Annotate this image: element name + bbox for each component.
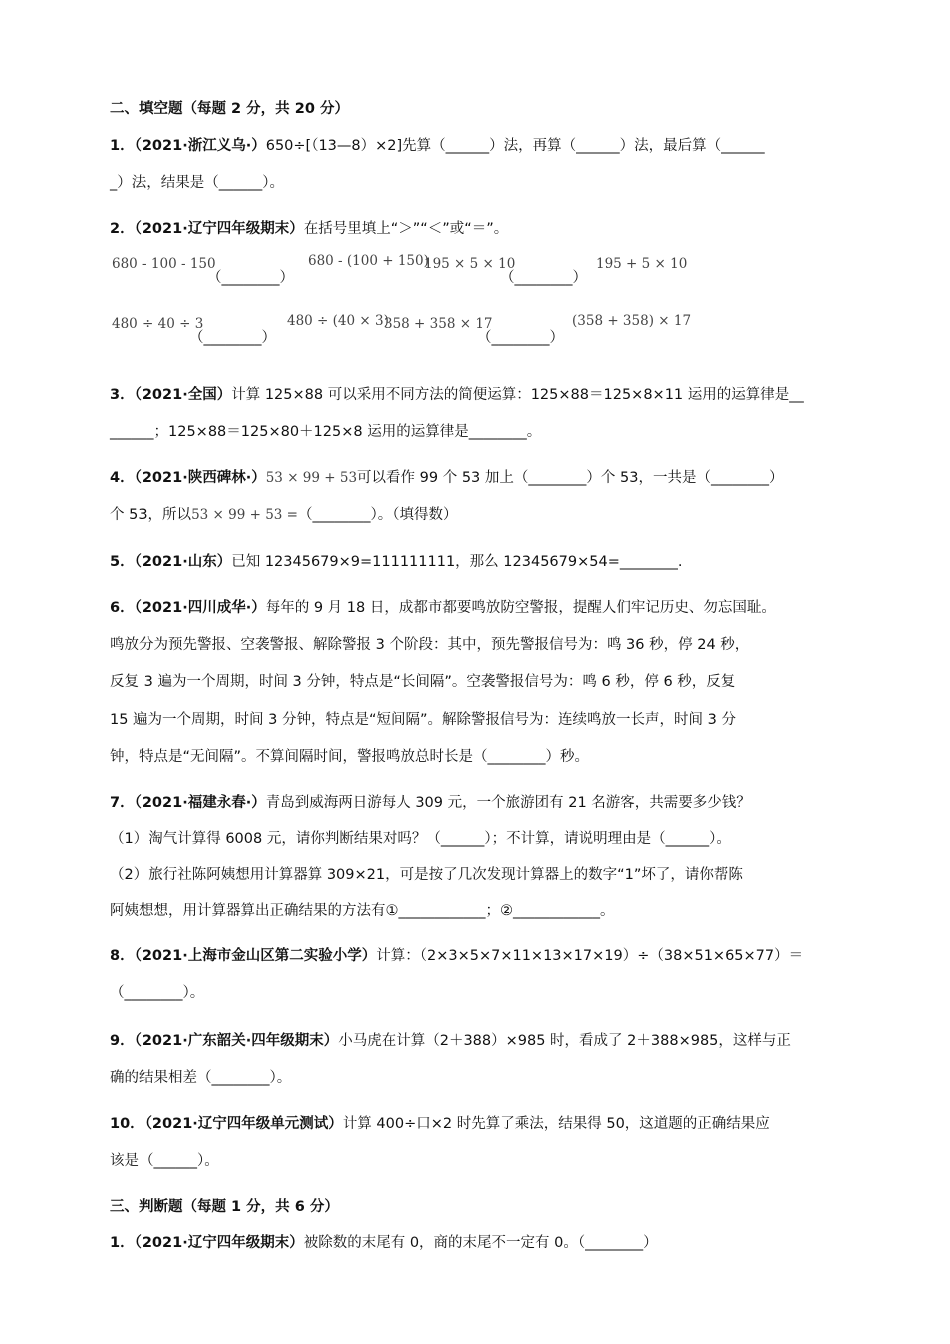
question-7-part-1: （1）淘气计算得 6008 元，请你判断结果对吗？（______）；不计算，请说明理由是（______）。 (110, 831, 731, 847)
question-text: 青岛到威海两日游每人 309 元，一个旅游团有 21 名游客，共需要多少钱？ (265, 795, 751, 811)
question-text: 计算 125×88 可以采用不同方法的简便运算：125×88＝125×8×11 运用的运算律是__ (231, 387, 804, 403)
question-source: （2021·辽宁四年级单元测试） (144, 1116, 343, 1132)
question-1-cont: _）法，结果是（______）。 (110, 175, 284, 191)
section-2-heading: 二、填空题（每题 2 分，共 20 分） (110, 101, 349, 117)
question-source: （2021·陕西碑林·） (134, 470, 266, 486)
question-number: 10． (110, 1116, 145, 1132)
question-6-cont: 鸣放分为预先警报、空袭警报、解除警报 3 个阶段：其中，预先警报信号为：鸣 36 秒，停 24 秒， (110, 637, 750, 653)
question-number: 9． (110, 1033, 135, 1049)
question-6-cont: 钟，特点是“无间隔”。不算间隔时间，警报鸣放总时长是（________）秒。 (110, 749, 590, 765)
question-number: 5． (110, 554, 135, 570)
question-9-cont: 确的结果相差（________）。 (110, 1070, 292, 1086)
expression: 680 - 100 - 150 (112, 256, 216, 272)
question-source: （2021·上海市金山区第二实验小学） (134, 948, 377, 964)
question-10-cont: 该是（______）。 (110, 1153, 219, 1169)
question-9 (110, 1031, 791, 1051)
question-8-cont: （________）。 (110, 985, 205, 1001)
question-number: 1． (110, 1235, 135, 1251)
question-text: 个 53，所以 (110, 507, 192, 523)
expression: 480 ÷ 40 ÷ 3 (112, 316, 204, 332)
question-source: （2021·辽宁四年级期末） (134, 1235, 304, 1251)
section-3-heading: 三、判断题（每题 1 分，共 6 分） (110, 1199, 339, 1215)
question-text: （________）。（填得数） (298, 507, 458, 523)
question-source: （2021·广东韶关·四年级期末） (134, 1033, 339, 1049)
expression: 480 ÷ (40 × 3) (287, 313, 389, 329)
question-text: 计算 400÷口×2 时先算了乘法，结果得 50，这道题的正确结果应 (342, 1116, 770, 1132)
expression: 195 × 5 × 10 (424, 256, 516, 272)
question-source: （2021·浙江义乌·） (134, 138, 266, 154)
question-6-cont: 15 遍为一个周期，时间 3 分钟，特点是“短间隔”。解除警报信号为：连续鸣放一长声，时间 3 分 (110, 712, 736, 728)
math-expression: 53 × 99 + 53 (265, 470, 358, 486)
expression: 195 + 5 × 10 (596, 256, 688, 272)
question-text: 计算：（2×3×5×7×11×13×17×19）÷（38×51×65×77）＝ (376, 948, 804, 964)
question-4-cont (110, 505, 458, 525)
question-7-part-2: （2）旅行社陈阿姨想用计算器算 309×21，可是按了几次发现计算器上的数字“1”坏了，请你帮陈 (110, 867, 743, 883)
question-text: 在括号里填上“＞”“＜”或“＝”。 (303, 221, 509, 237)
question-source: （2021·全国） (134, 387, 232, 403)
question-text: 被除数的末尾有 0，商的末尾不一定有 0。（________） (303, 1235, 658, 1251)
question-number: 4． (110, 470, 135, 486)
question-number: 7． (110, 795, 135, 811)
question-2 (110, 219, 508, 239)
question-source: （2021·福建永春·） (134, 795, 266, 811)
answer-blank[interactable]: （________） (189, 330, 276, 346)
question-6-cont: 反复 3 遍为一个周期，时间 3 分钟，特点是“长间隔”。空袭警报信号为：鸣 6 秒，停 6 秒，反复 (110, 674, 736, 690)
question-text: 650÷[（13—8）×2]先算（______）法，再算（______）法，最后算（______ (265, 138, 765, 154)
expression: 680 - (100 + 150) (308, 253, 429, 269)
question-8 (110, 946, 803, 966)
expression: (358 + 358) × 17 (572, 313, 692, 329)
question-6 (110, 598, 776, 618)
question-source: （2021·辽宁四年级期末） (134, 221, 304, 237)
question-source: （2021·山东） (134, 554, 232, 570)
answer-blank[interactable]: （________） (477, 330, 564, 346)
question-text: 小马虎在计算（2＋388）×985 时，看成了 2＋388×985，这样与正 (338, 1033, 791, 1049)
question-4 (110, 468, 783, 488)
expression: 358 + 358 × 17 (384, 316, 493, 332)
judgment-1 (110, 1233, 658, 1253)
question-number: 1． (110, 138, 135, 154)
question-7-cont: 阿姨想想，用计算器算出正确结果的方法有①____________；②____________。 (110, 903, 615, 919)
question-number: 6． (110, 600, 135, 616)
question-7 (110, 793, 751, 813)
math-expression: 53 × 99 + 53 = (191, 507, 298, 523)
question-3-cont: ______；125×88＝125×80＋125×8 运用的运算律是________。 (110, 424, 542, 440)
question-10 (110, 1114, 770, 1134)
question-1 (110, 136, 765, 156)
question-3 (110, 385, 804, 405)
question-number: 8． (110, 948, 135, 964)
question-text: 已知 12345679×9=111111111，那么 12345679×54=________. (231, 554, 683, 570)
answer-blank[interactable]: （________） (500, 270, 587, 286)
question-number: 3． (110, 387, 135, 403)
answer-blank[interactable]: （________） (207, 270, 294, 286)
question-text: 可以看作 99 个 53 加上（________）个 53，一共是（________） (357, 470, 784, 486)
question-text: 每年的 9 月 18 日，成都市都要鸣放防空警报，提醒人们牢记历史、勿忘国耻。 (265, 600, 776, 616)
question-number: 2． (110, 221, 135, 237)
question-source: （2021·四川成华·） (134, 600, 266, 616)
question-5 (110, 552, 682, 572)
